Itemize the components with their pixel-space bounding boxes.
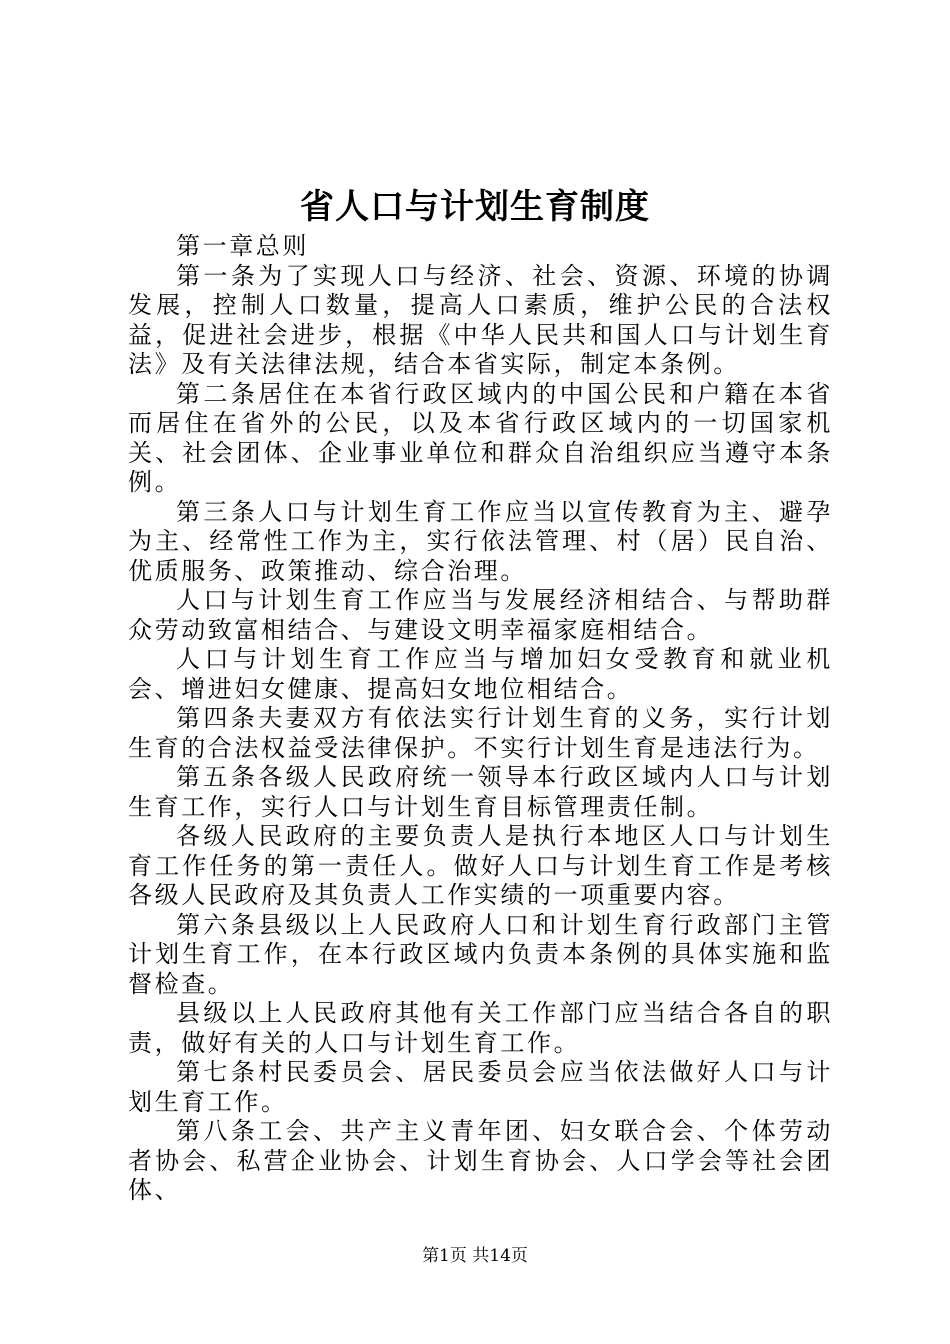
- paragraph-article-3-clause-2: 人口与计划生育工作应当与发展经济相结合、与帮助群众劳动致富相结合、与建设文明幸福家庭相结合。: [128, 586, 833, 644]
- paragraph-article-5: 第五条各级人民政府统一领导本行政区域内人口与计划生育工作，实行人口与计划生育目标管理责任制。: [128, 763, 833, 821]
- paragraph-article-3: 第三条人口与计划生育工作应当以宣传教育为主、避孕为主、经常性工作为主，实行依法管理、村（居）民自治、优质服务、政策推动、综合治理。: [128, 497, 833, 585]
- paragraph-article-6-clause-2: 县级以上人民政府其他有关工作部门应当结合各自的职责，做好有关的人口与计划生育工作。: [128, 999, 833, 1057]
- document-title: 省人口与计划生育制度: [300, 187, 650, 227]
- paragraph-article-4: 第四条夫妻双方有依法实行计划生育的义务，实行计划生育的合法权益受法律保护。不实行计划生育是违法行为。: [128, 704, 833, 762]
- paragraph-article-1: 第一条为了实现人口与经济、社会、资源、环境的协调发展，控制人口数量，提高人口素质，维护公民的合法权益，促进社会进步，根据《中华人民共和国人口与计划生育法》及有关法律法规，结合本省实际，制定本条例。: [128, 261, 833, 378]
- page-number-footer: 第1页 共14页: [422, 1246, 528, 1266]
- paragraph-article-7: 第七条村民委员会、居民委员会应当依法做好人口与计划生育工作。: [128, 1058, 833, 1116]
- paragraph-chapter-heading: 第一章总则: [176, 232, 309, 260]
- paragraph-article-3-clause-3: 人口与计划生育工作应当与增加妇女受教育和就业机会、增进妇女健康、提高妇女地位相结合。: [128, 645, 833, 703]
- document-body: [128, 232, 833, 1206]
- paragraph-article-2: 第二条居住在本省行政区域内的中国公民和户籍在本省而居住在省外的公民，以及本省行政区域内的一切国家机关、社会团体、企业事业单位和群众自治组织应当遵守本条例。: [128, 379, 833, 496]
- paragraph-article-5-clause-2: 各级人民政府的主要负责人是执行本地区人口与计划生育工作任务的第一责任人。做好人口与计划生育工作是考核各级人民政府及其负责人工作实绩的一项重要内容。: [128, 822, 833, 909]
- paragraph-article-6: 第六条县级以上人民政府人口和计划生育行政部门主管计划生育工作，在本行政区域内负责本条例的具体实施和监督检查。: [128, 910, 833, 998]
- paragraph-article-8: 第八条工会、共产主义青年团、妇女联合会、个体劳动者协会、私营企业协会、计划生育协会、人口学会等社会团体、: [128, 1117, 833, 1204]
